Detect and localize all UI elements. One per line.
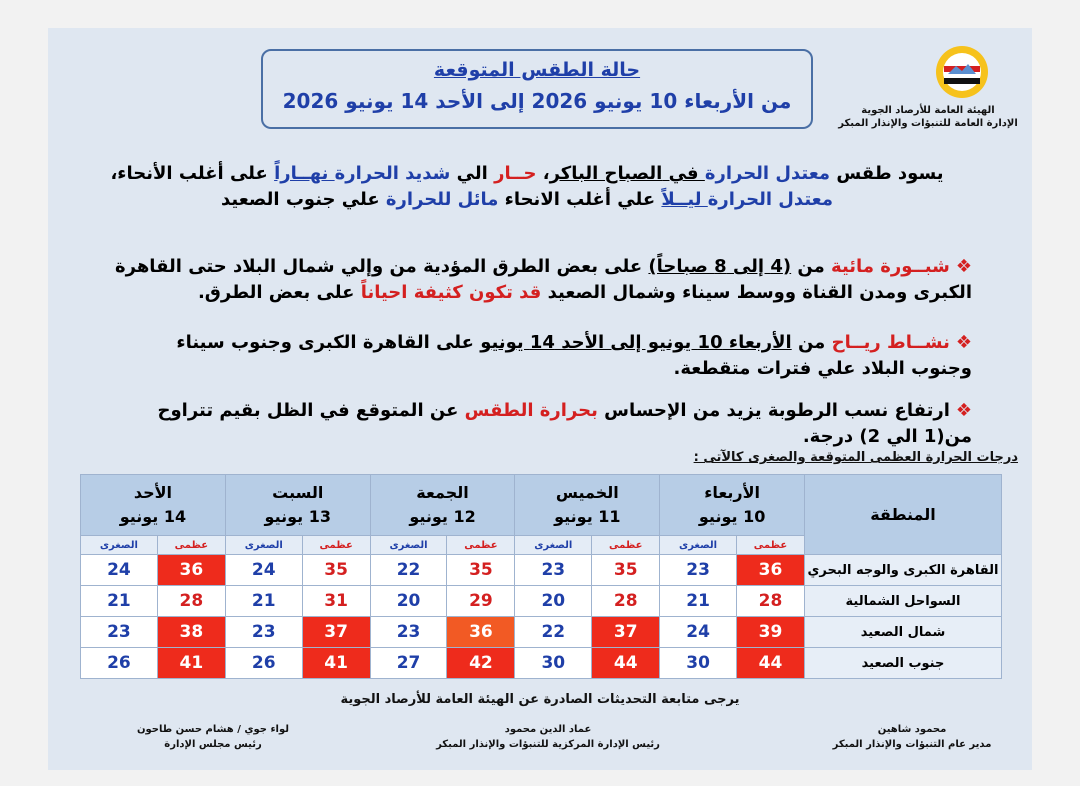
max-temp-cell: 37 [592, 617, 660, 648]
min-temp-cell: 26 [81, 648, 158, 679]
min-temp-cell: 24 [225, 555, 302, 586]
min-temp-cell: 24 [660, 617, 737, 648]
min-label: الصغرى [225, 536, 302, 555]
min-temp-cell: 23 [515, 555, 592, 586]
diamond-bullet-icon: ❖ [955, 400, 972, 421]
day-header: الخميس 11 يونيو [515, 475, 660, 536]
forecast-sheet [48, 28, 1032, 770]
max-label: عظمى [736, 536, 804, 555]
table-caption: درجات الحرارة العظمى المتوقعة والصغرى كالآتى : [693, 450, 1018, 465]
max-temp-cell: 28 [592, 586, 660, 617]
title-box [261, 49, 813, 129]
max-temp-cell: 29 [447, 586, 515, 617]
region-cell: شمال الصعيد [805, 617, 1002, 648]
min-temp-cell: 21 [81, 586, 158, 617]
day-header: الأحد 14 يونيو [81, 475, 226, 536]
max-label: عظمى [447, 536, 515, 555]
signature-forecast-director: محمود شاهين مدير عام التنبؤات والإنذار المبكر [832, 724, 992, 750]
table-row [81, 555, 1002, 586]
fog-bullet: ❖شبــورة مائية من (4 إلى 8 صباحاً) على بعض الطرق المؤدية من وإلي شمال البلاد حتى القاهرة الكبرى ومدن القناة ووسط سيناء وشمال الصعيد قد تكون كثيفة احياناً على بعض الطرق. [115, 256, 972, 303]
min-temp-cell: 24 [81, 555, 158, 586]
min-temp-cell: 23 [225, 617, 302, 648]
org-line-1: الهيئة العامة للأرصاد الجوية [861, 105, 995, 116]
max-label: عظمى [592, 536, 660, 555]
region-header: المنطقة [805, 475, 1002, 555]
min-label: الصغرى [660, 536, 737, 555]
diamond-bullet-icon: ❖ [955, 332, 972, 353]
min-temp-cell: 22 [515, 617, 592, 648]
diamond-bullet-icon: ❖ [955, 256, 972, 277]
table-row [81, 586, 1002, 617]
max-temp-cell: 35 [592, 555, 660, 586]
table-row [81, 648, 1002, 679]
min-temp-cell: 21 [660, 586, 737, 617]
min-temp-cell: 30 [515, 648, 592, 679]
humidity-bullet: ❖ارتفاع نسب الرطوبة يزيد من الإحساس بحرارة الطقس عن المتوقع في الظل بقيم تتراوح من(1 الي 2) درجة. [157, 400, 972, 447]
max-temp-cell: 36 [447, 617, 515, 648]
org-line-2: الإدارة العامة للتنبؤات والإنذار المبكر [838, 118, 1018, 129]
max-label: عظمى [157, 536, 225, 555]
min-temp-cell: 22 [370, 555, 447, 586]
max-temp-cell: 36 [736, 555, 804, 586]
max-temp-cell: 37 [302, 617, 370, 648]
min-temp-cell: 21 [225, 586, 302, 617]
min-label: الصغرى [370, 536, 447, 555]
min-temp-cell: 23 [660, 555, 737, 586]
max-temp-cell: 44 [592, 648, 660, 679]
min-temp-cell: 27 [370, 648, 447, 679]
min-temp-cell: 23 [81, 617, 158, 648]
max-label: عظمى [302, 536, 370, 555]
min-temp-cell: 26 [225, 648, 302, 679]
max-temp-cell: 35 [447, 555, 515, 586]
max-temp-cell: 42 [447, 648, 515, 679]
max-temp-cell: 44 [736, 648, 804, 679]
day-header: الجمعة 12 يونيو [370, 475, 515, 536]
wind-bullet: ❖نشــاط ريــاح من الأربعاء 10 يونيو إلى الأحد 14 يونيو على القاهرة الكبرى وجنوب سيناء وجنوب البلاد علي فترات متقطعة. [176, 332, 972, 379]
day-header: الأربعاء 10 يونيو [660, 475, 805, 536]
max-temp-cell: 38 [157, 617, 225, 648]
follow-updates-note: يرجى متابعة التحديثات الصادرة عن الهيئة العامة للأرصاد الجوية [340, 692, 740, 707]
min-temp-cell: 20 [515, 586, 592, 617]
meteorological-authority-logo [930, 44, 994, 102]
max-temp-cell: 28 [736, 586, 804, 617]
forecast-period: من الأربعاء 10 يونيو 2026 إلى الأحد 14 يونيو 2026 [282, 89, 792, 113]
min-temp-cell: 20 [370, 586, 447, 617]
max-temp-cell: 36 [157, 555, 225, 586]
min-label: الصغرى [515, 536, 592, 555]
page-title: حالة الطقس المتوقعة [433, 59, 641, 81]
table-row [81, 617, 1002, 648]
max-temp-cell: 31 [302, 586, 370, 617]
region-cell: القاهرة الكبرى والوجه البحري [805, 555, 1002, 586]
intro-line-2: معتدل الحرارة ليــلاً علي أغلب الانحاء مائل للحرارة علي جنوب الصعيد [221, 189, 833, 210]
max-temp-cell: 41 [157, 648, 225, 679]
region-cell: السواحل الشمالية [805, 586, 1002, 617]
min-temp-cell: 23 [370, 617, 447, 648]
intro-line-1: يسود طقس معتدل الحرارة في الصباح الباكر، حــار الي شديد الحرارة نهــاراً على أغلب الأنحاء، [110, 163, 944, 184]
signature-central-director: عماد الدين محمود رئيس الإدارة المركزية للتنبؤات والإنذار المبكر [436, 724, 660, 750]
signature-chairman: لواء جوي / هشام حسن طاحون رئيس مجلس الإدارة [136, 724, 290, 750]
organization-name [838, 104, 1018, 130]
max-temp-cell: 39 [736, 617, 804, 648]
max-temp-cell: 35 [302, 555, 370, 586]
temperature-table [80, 474, 1002, 679]
intro-paragraph [102, 161, 952, 213]
max-temp-cell: 28 [157, 586, 225, 617]
min-temp-cell: 30 [660, 648, 737, 679]
region-cell: جنوب الصعيد [805, 648, 1002, 679]
min-label: الصغرى [81, 536, 158, 555]
max-temp-cell: 41 [302, 648, 370, 679]
day-header: السبت 13 يونيو [225, 475, 370, 536]
